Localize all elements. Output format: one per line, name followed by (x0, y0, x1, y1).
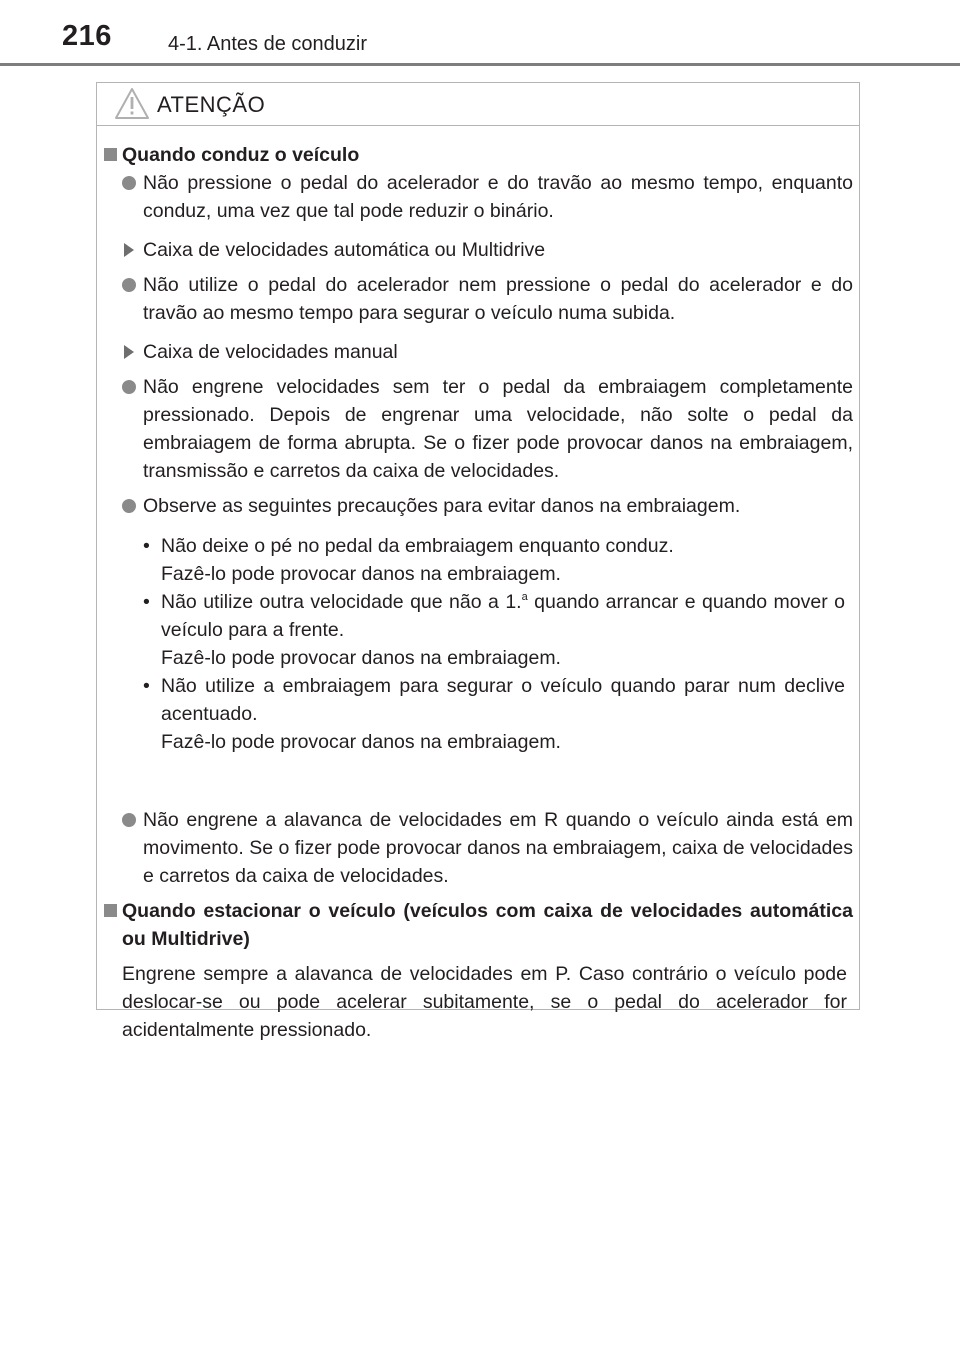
list-item: Não pressione o pedal do acelerador e do travão ao mesmo tempo, enquanto conduz, uma vez que tal pode reduzir o binário. (143, 172, 853, 222)
list-item: Não engrene velocidades sem ter o pedal da embraiagem completamente pressionado. Depois de engrenar uma velocidade, não solte o pedal da embraiagem de forma abrupta. Se o fizer pode provocar danos na embraiagem, transmissão e carretos da caixa de velocidades. (143, 376, 853, 482)
section-heading: Quando conduz o veículo (122, 144, 360, 166)
list-item: Não engrene a alavanca de velocidades em R quando o veículo ainda está em movimento. Se o fizer pode provocar danos na embraiagem, caixa de velocidades e carretos da caixa de velocidades. (143, 809, 853, 887)
subheading-item: Caixa de velocidades automática ou Multidrive (143, 239, 546, 261)
caution-box (96, 82, 860, 1041)
list-item: Não utilize o pedal do acelerador nem pressione o pedal do acelerador e do travão ao mesmo tempo para segurar o veículo numa subida. (143, 274, 853, 324)
sub-bullet-item (161, 588, 845, 672)
sub-bullet-note: Fazê-lo pode provocar danos na embraiagem. (161, 563, 561, 585)
sub-bullet-note: Fazê-lo pode provocar danos na embraiagem. (161, 731, 561, 753)
caution-label: ATENÇÃO (157, 92, 266, 117)
sub-bullet-icon: • (143, 591, 150, 613)
header-divider (0, 63, 960, 66)
sub-bullet-text: Não utilize a embraiagem para segurar o veículo quando parar num declive acentuado. (161, 675, 845, 725)
page-number: 216 (62, 20, 112, 52)
sub-bullet-text: Não utilize outra velocidade que não a 1.$^a$ quando arrancar e quando mover o veículo para a frente. (161, 591, 845, 641)
dot-bullet-icon (122, 813, 136, 827)
dot-bullet-icon (122, 176, 136, 190)
sub-bullet-icon: • (143, 535, 150, 557)
section-square-icon (104, 904, 117, 917)
section-body: Engrene sempre a alavanca de velocidades em P. Caso contrário o veículo pode deslocar-se ou pode acelerar subitamente, se o pedal do acelerador for acidentalmente pressionado. (122, 963, 847, 1041)
caution-header (97, 83, 859, 126)
sub-bullet-item (161, 532, 851, 588)
sub-bullet-item (161, 672, 845, 756)
arrow-right-icon (124, 243, 134, 257)
sub-bullet-text: Não deixe o pé no pedal da embraiagem enquanto conduz. (161, 535, 674, 557)
dot-bullet-icon (122, 380, 136, 394)
section-title: 4-1. Antes de conduzir (168, 33, 368, 55)
section-heading: Quando estacionar o veículo (veículos com caixa de velocidades automática ou Multidrive) (122, 900, 853, 950)
dot-bullet-icon (122, 499, 136, 513)
list-item: Observe as seguintes precauções para evitar danos na embraiagem. (143, 495, 741, 517)
page-header (0, 0, 960, 68)
arrow-right-icon (124, 345, 134, 359)
section-square-icon (104, 148, 117, 161)
warning-triangle-icon (114, 87, 150, 120)
sub-bullet-note: Fazê-lo pode provocar danos na embraiagem. (161, 647, 561, 669)
dot-bullet-icon (122, 278, 136, 292)
sub-bullet-icon: • (143, 675, 150, 697)
subheading-item: Caixa de velocidades manual (143, 341, 398, 363)
